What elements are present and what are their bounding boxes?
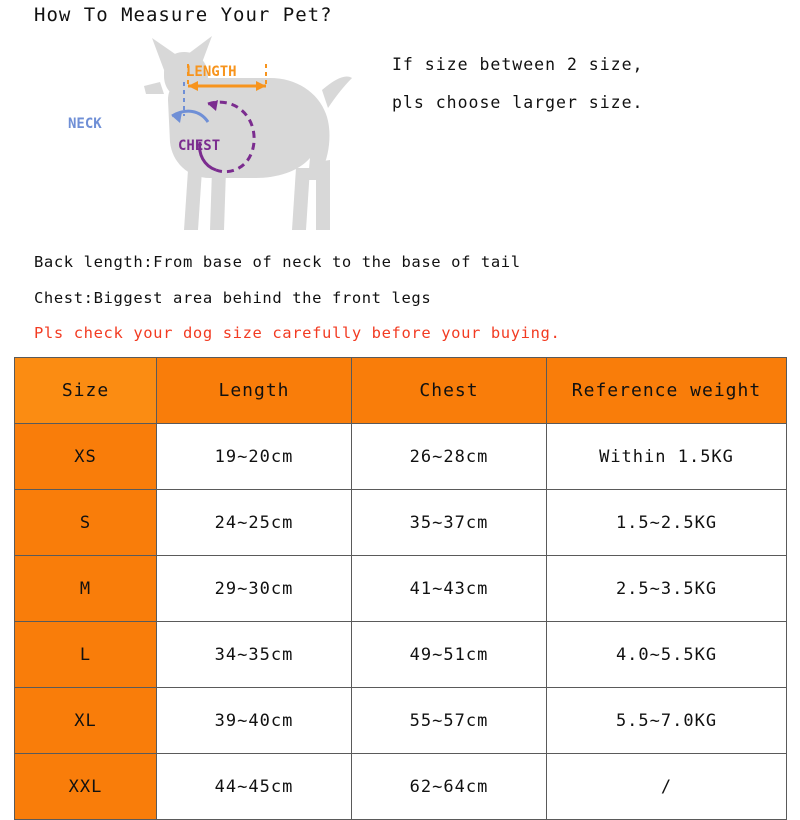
cell-length: 34~35cm — [157, 622, 352, 688]
cell-weight: 4.0~5.5KG — [547, 622, 787, 688]
cell-weight: / — [547, 754, 787, 820]
column-header-chest: Chest — [352, 358, 547, 424]
cell-weight: 5.5~7.0KG — [547, 688, 787, 754]
chest-description: Chest:Biggest area behind the front legs — [34, 289, 432, 307]
table-row — [15, 490, 787, 556]
back-length-description: Back length:From base of neck to the base of tail — [34, 253, 521, 271]
cell-length: 29~30cm — [157, 556, 352, 622]
cell-size: S — [15, 490, 157, 556]
size-note — [392, 46, 792, 122]
cell-length: 19~20cm — [157, 424, 352, 490]
cell-weight: 2.5~3.5KG — [547, 556, 787, 622]
column-header-reference-weight: Reference weight — [547, 358, 787, 424]
cell-chest: 26~28cm — [352, 424, 547, 490]
column-header-size: Size — [15, 358, 157, 424]
cell-length: 44~45cm — [157, 754, 352, 820]
cell-length: 39~40cm — [157, 688, 352, 754]
cell-size: M — [15, 556, 157, 622]
diagram-label-chest: CHEST — [178, 138, 221, 154]
cell-size: XL — [15, 688, 157, 754]
column-header-length: Length — [157, 358, 352, 424]
cell-chest: 35~37cm — [352, 490, 547, 556]
table-row — [15, 688, 787, 754]
size-table — [14, 357, 787, 820]
size-warning-text: Pls check your dog size carefully before your buying. — [34, 324, 561, 342]
cell-chest: 62~64cm — [352, 754, 547, 820]
page-title: How To Measure Your Pet? — [34, 4, 333, 26]
diagram-label-length: LENGTH — [186, 64, 237, 80]
dog-measurement-diagram — [60, 30, 360, 240]
table-row — [15, 754, 787, 820]
table-header-row — [15, 358, 787, 424]
size-note-line-2: pls choose larger size. — [392, 93, 644, 112]
cell-weight: 1.5~2.5KG — [547, 490, 787, 556]
cell-size: L — [15, 622, 157, 688]
dog-silhouette-icon — [144, 36, 352, 230]
cell-chest: 49~51cm — [352, 622, 547, 688]
cell-size: XS — [15, 424, 157, 490]
table-row — [15, 556, 787, 622]
table-row — [15, 424, 787, 490]
cell-chest: 55~57cm — [352, 688, 547, 754]
diagram-label-neck: NECK — [68, 116, 102, 132]
cell-size: XXL — [15, 754, 157, 820]
cell-chest: 41~43cm — [352, 556, 547, 622]
table-row — [15, 622, 787, 688]
cell-weight: Within 1.5KG — [547, 424, 787, 490]
cell-length: 24~25cm — [157, 490, 352, 556]
size-note-line-1: If size between 2 size, — [392, 55, 644, 74]
